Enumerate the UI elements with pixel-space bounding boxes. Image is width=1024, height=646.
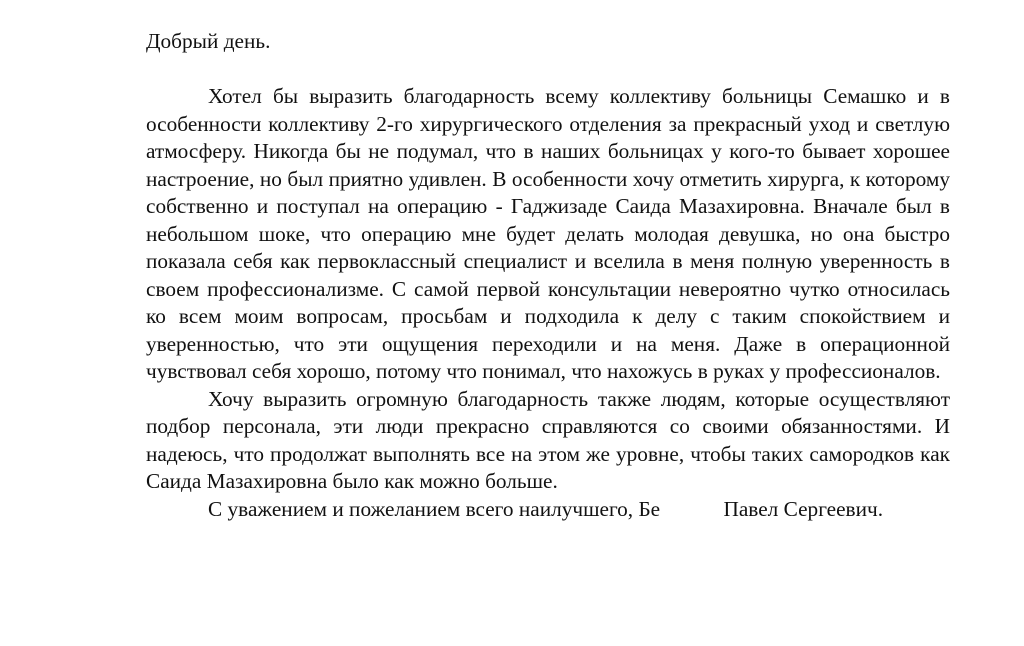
- signature-start: С уважением и пожеланием всего наилучшего, Бе: [208, 496, 661, 521]
- signature: [146, 496, 950, 524]
- redacted-surname: [660, 498, 718, 520]
- paragraph-gratitude-staff: Хочу выразить огромную благодарность также людям, которые осуществляют подбор персонала, эти люди прекрасно справляются со своими обязанностями. И надеюсь, что продолжат выполнять все на этом же уровне, чтобы таких самородков как Саида Мазахировна было как можно больше.: [146, 386, 950, 493]
- paragraph-gratitude-surgery: Хотел бы выразить благодарность всему коллективу больницы Семашко и в особенности коллективу 2-го хирургического отделения за прекрасный уход и светлую атмосферу. Никогда бы не подумал, что в наших больницах у кого-то бывает хорошее настроение, но был приятно удивлен. В особенности хочу отметить хирурга, к которому собственно и поступал на операцию - Гаджизаде Саида Мазахировна. Вначале был в небольшом шоке, что операцию мне будет делать молодая девушка, но она быстро показала себя как первоклассный специалист и вселила в меня полную уверенность в своем профессионализме. С самой первой консультации невероятно чутко относилась ко всем моим вопросам, просьбам и подходила к делу с таким спокойствием и уверенностью, что эти ощущения переходили и на меня. Даже в операционной чувствовал себя хорошо, потому что понимал, что нахожусь в руках у профессионалов.: [146, 84, 950, 383]
- greeting: Добрый день.: [146, 29, 271, 53]
- signature-end: Павел Сергеевич.: [723, 496, 884, 521]
- letter-document: [146, 28, 950, 523]
